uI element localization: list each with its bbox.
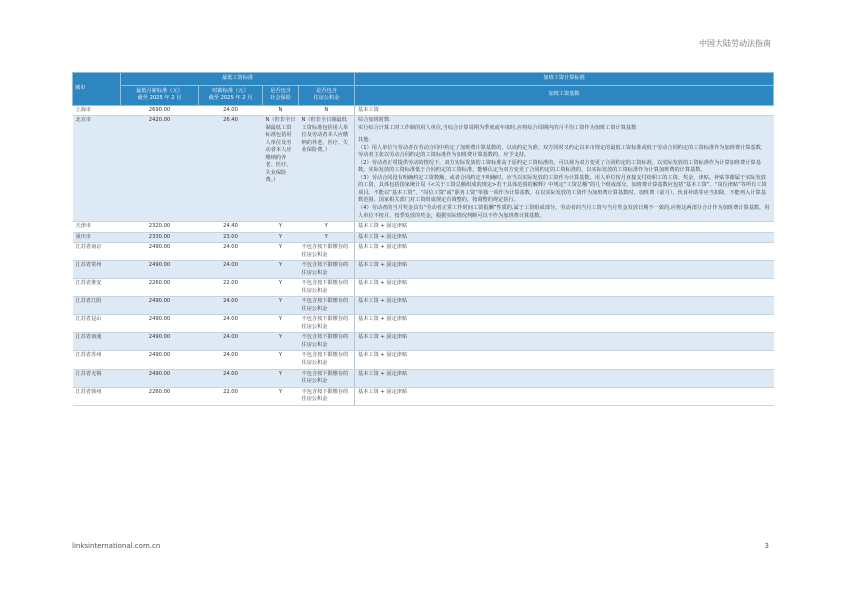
- si-cell: Y: [263, 261, 299, 279]
- hf-cell: 不包含按下限缴存的住房公积金: [299, 351, 355, 369]
- monthly-cell: 2490.00: [121, 351, 199, 369]
- si-cell: Y: [263, 369, 299, 387]
- base-cell: 基本工资 + 固定津贴: [355, 222, 774, 233]
- city-cell: 重庆市: [73, 232, 121, 243]
- hourly-cell: 22.00: [199, 279, 263, 297]
- table-row: [73, 243, 774, 261]
- header-social-insurance: [263, 85, 299, 105]
- table-row: [73, 351, 774, 369]
- si-cell: Y: [263, 315, 299, 333]
- city-cell: 北京市: [73, 116, 121, 222]
- hf-cell: Y: [299, 232, 355, 243]
- header-overtime-group: 加班工资计算标准: [355, 73, 774, 86]
- hourly-cell: 24.00: [199, 333, 263, 351]
- header-si-line1: 是否包含: [270, 87, 291, 94]
- city-cell: 江苏省淮安: [73, 279, 121, 297]
- base-cell: 基本工资 + 固定津贴: [355, 369, 774, 387]
- hf-cell: 不包含按下限缴存的住房公积金: [299, 261, 355, 279]
- hf-cell: N: [299, 105, 355, 116]
- si-cell: Y: [263, 279, 299, 297]
- hourly-cell: 24.00: [199, 315, 263, 333]
- hourly-cell: 24.00: [199, 105, 263, 116]
- si-cell: Y: [263, 333, 299, 351]
- header-hourly-min-line2: 截至 2025 年 2 月: [208, 95, 253, 102]
- header-monthly-min-line1: 最低月薪标准（元）: [136, 87, 183, 94]
- monthly-cell: 2690.00: [121, 105, 199, 116]
- city-cell: 江苏省苏州: [73, 351, 121, 369]
- header-si-line2: 社会保险: [270, 95, 291, 102]
- table-row: [73, 315, 774, 333]
- si-cell: Y: [263, 351, 299, 369]
- base-cell: 基本工资 + 固定津贴: [355, 297, 774, 315]
- city-cell: 江苏省徐州: [73, 387, 121, 405]
- footer-url: linksinternational.com.cn: [72, 542, 161, 550]
- table-row: [73, 387, 774, 405]
- si-cell: Y: [263, 243, 299, 261]
- base-cell: 基本工资 + 固定津贴: [355, 387, 774, 405]
- header-hf-line2: 住房公积金: [313, 95, 340, 102]
- table-row: [73, 333, 774, 351]
- header-city: 城市: [73, 73, 121, 106]
- page-number: 3: [764, 542, 769, 550]
- hf-cell: 不包含按下限缴存的住房公积金: [299, 279, 355, 297]
- table-row: [73, 105, 774, 116]
- note-p2: （2）劳动者正常提供劳动的情况下，双方实际发放的工资标准高于原约定工资标准的，可以视为双方变更了合同约定的工资标准，以实际发放的工资标准作为计算加班费计算基数。实际发放的工资标准低于合同约定的工资标准，能够认定为双方变更了合同约定的工资标准的，以实际发放的工资标准作为计算加班费的计算基数。: [358, 159, 761, 174]
- hourly-cell: 22.00: [199, 387, 263, 405]
- note-p3: （3）劳动合同没有明确约定工资数额，或者合同约定不明确时，应当以实际发放的工资作为计算基数。用人单位按月直接支付给职工的工资、奖金、津贴、补贴等都属于实际发放的工资，具体包括国家统计局《<关于工资总额组成的规定>若干具体范围的解释》中规定“工资总额”的几个组成部分。加班费计算基数应包括“基本工资”、“岗位津贴”等所有工资项目。不能以“基本工资”、“岗位工资”或“职务工资”单独一项作为计算基数。在以实际发放的工资作为加班费计算基数时，加班费（前月）、伙食补助等应当扣除，不能列入计算基数范围。国家相关部门对工资组成规定有调整的，按调整的规定执行。: [358, 174, 767, 204]
- table-row: [73, 369, 774, 387]
- si-cell: Y: [263, 387, 299, 405]
- hf-cell: 不包含按下限缴存的住房公积金: [299, 243, 355, 261]
- base-cell: 基本工资 + 固定津贴: [355, 279, 774, 297]
- hf-cell: 不包含按下限缴存的住房公积金: [299, 297, 355, 315]
- header-housing-fund: [299, 85, 355, 105]
- city-cell: 天津市: [73, 222, 121, 233]
- hourly-cell: 24.00: [199, 243, 263, 261]
- monthly-cell: 2490.00: [121, 243, 199, 261]
- hourly-cell: 24.00: [199, 351, 263, 369]
- monthly-cell: 2490.00: [121, 315, 199, 333]
- hourly-cell: 24.00: [199, 261, 263, 279]
- hf-cell: 不包含按下限缴存的住房公积金: [299, 333, 355, 351]
- monthly-cell: 2490.00: [121, 297, 199, 315]
- table-row: [73, 232, 774, 243]
- note-other: 其他:: [358, 137, 371, 144]
- table-row: [73, 261, 774, 279]
- note-p1: （1）用人单位与劳动者在劳动合同中约定了加班费计算基数的，以该约定为准；双方同时又约定以本市规定的最低工资标准或低于劳动合同约定的工资标准作为加班费计算基数，劳动者主张以劳动合同约定的工资标准作为加班费计算基数的，应予支持。: [358, 144, 766, 159]
- table-row: [73, 297, 774, 315]
- city-cell: 江苏省江阴: [73, 297, 121, 315]
- city-cell: 江苏省昆山: [73, 315, 121, 333]
- city-cell: 江苏省无锡: [73, 369, 121, 387]
- hf-cell: 不包含按下限缴存的住房公积金: [299, 387, 355, 405]
- base-cell: 基本工资 + 固定津贴: [355, 261, 774, 279]
- hf-cell: Y: [299, 222, 355, 233]
- monthly-cell: 2490.00: [121, 333, 199, 351]
- table-row: [73, 222, 774, 233]
- si-cell: N: [263, 105, 299, 116]
- si-cell: Y: [263, 297, 299, 315]
- base-cell: 基本工资 + 固定津贴: [355, 232, 774, 243]
- hf-cell: 不包含按下限缴存的住房公积金: [299, 315, 355, 333]
- header-overtime-base: 加班工资基数: [355, 85, 774, 105]
- hourly-cell: 23.00: [199, 232, 263, 243]
- header-monthly-min-line2: 截至 2025 年 2 月: [137, 95, 182, 102]
- hourly-cell: 26.40: [199, 116, 263, 222]
- table-row: [73, 279, 774, 297]
- note-line1: 实行综合计算工时工作制的用人单位,当综合计算周期为季度或年度时,应将综合周期内的月平均工资作为加班工资计算基数: [358, 124, 637, 131]
- base-cell: 基本工资: [355, 105, 774, 116]
- hourly-cell: 24.00: [199, 297, 263, 315]
- city-cell: 江苏省常州: [73, 261, 121, 279]
- si-cell: Y: [263, 222, 299, 233]
- note-p4: （4）劳动者的当月奖金具有“劳动者正常工作时间工资报酬”性质的,属于工资组成部分。劳动者的当月工资与当月奖金发放日期不一致的,应将这两部分合计作为加班费计算基数。用人单位不按月、按季发放的奖金，根据实际情况判断可以不作为加班费计算基数。: [358, 204, 770, 219]
- table-row-beijing: [73, 116, 774, 222]
- hourly-cell: 24.40: [199, 222, 263, 233]
- city-cell: 江苏省南通: [73, 333, 121, 351]
- hourly-cell: 24.00: [199, 369, 263, 387]
- page-header-title: 中国大陆劳动法指南: [699, 39, 771, 48]
- base-cell: 基本工资 + 固定津贴: [355, 351, 774, 369]
- monthly-cell: 2420.00: [121, 116, 199, 222]
- header-min-wage-group: 最低工资标准: [121, 73, 355, 86]
- city-cell: 江苏省南京: [73, 243, 121, 261]
- monthly-cell: 2320.00: [121, 222, 199, 233]
- monthly-cell: 2490.00: [121, 369, 199, 387]
- base-cell: 基本工资 + 固定津贴: [355, 243, 774, 261]
- monthly-cell: 2260.00: [121, 279, 199, 297]
- hf-cell: 不包含按下限缴存的住房公积金: [299, 369, 355, 387]
- note-title: 综合加班时数:: [358, 117, 391, 124]
- base-cell-beijing: [355, 116, 774, 222]
- base-cell: 基本工资 + 固定津贴: [355, 315, 774, 333]
- monthly-cell: 2490.00: [121, 261, 199, 279]
- city-cell: 上海市: [73, 105, 121, 116]
- header-hourly-min: [199, 85, 263, 105]
- hf-cell: N（但非全日制最低工资标准包括用人单位及劳动者本人应缴纳的养老、医疗、失业保险费。）: [299, 116, 355, 222]
- base-cell: 基本工资 + 固定津贴: [355, 333, 774, 351]
- monthly-cell: 2260.00: [121, 387, 199, 405]
- header-hf-line1: 是否包含: [316, 87, 337, 94]
- header-monthly-min: [121, 85, 199, 105]
- si-cell: Y: [263, 232, 299, 243]
- monthly-cell: 2330.00: [121, 232, 199, 243]
- wage-table: [72, 72, 774, 406]
- si-cell: N（但非全日制最低工资标准包括用人单位及劳动者本人应缴纳的养老、医疗、失业保险费。）: [263, 116, 299, 222]
- header-hourly-min-line1: 时薪标准（元）: [212, 87, 249, 94]
